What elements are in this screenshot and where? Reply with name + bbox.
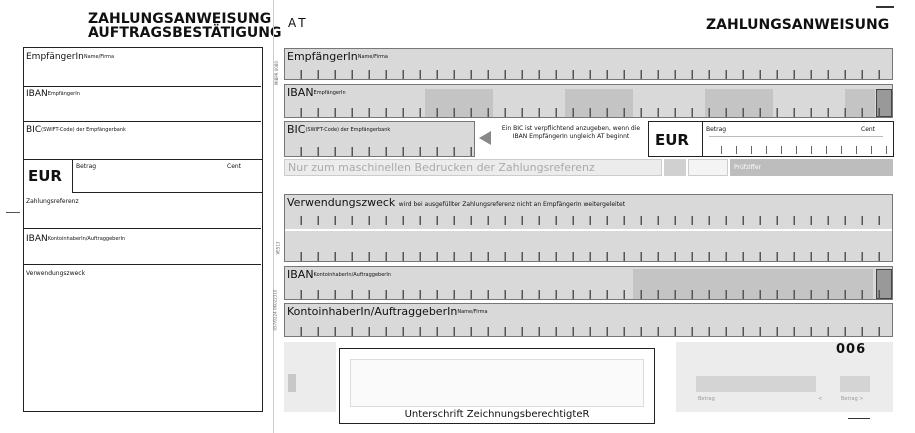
receipt-currency: EUR (28, 167, 62, 185)
receipt-purpose-field[interactable] (24, 264, 261, 410)
iban-label: $IBAN^{EmpfängerIn}$ (287, 86, 346, 99)
receipt-reference-field[interactable] (24, 193, 261, 229)
iban-char-ticks (285, 108, 892, 117)
fold-mark-left (6, 212, 20, 213)
purpose-char-ticks-1 (285, 216, 892, 225)
receipt-purpose-label: Verwendungszweck (26, 270, 86, 277)
amount-divider (702, 122, 703, 156)
bottom-amount-box[interactable] (696, 376, 816, 392)
amount-char-ticks (707, 146, 887, 154)
signature-field[interactable] (339, 348, 655, 424)
form-country: AT (288, 16, 309, 30)
form-side-code-1: MIBPR 0080 (274, 60, 280, 86)
receipt-title-line2: AUFTRAGSBESTÄTIGUNG (88, 25, 282, 41)
receipt-amount-label: Betrag (76, 163, 97, 170)
bottom-lt-label: < (818, 396, 823, 402)
form-side-code-2: VE513 (275, 241, 281, 255)
reference-spacer (664, 159, 686, 176)
receipt-bic-label: $BIC^{(SWIFT-Code) der Empfängerbank}$ (26, 125, 126, 135)
receipt-recipient-field[interactable] (24, 48, 261, 87)
purpose-label: Verwendungszweck wird bei ausgefüllter Zahlungsreferenz nicht an EmpfängerIn weitergeleitet (287, 196, 626, 209)
bottom-amount-gt-label: Betrag > (841, 396, 864, 402)
form-title: ZAHLUNGSANWEISUNG (706, 17, 890, 33)
bic-hint-arrow-icon (479, 131, 491, 145)
bottom-left-band (284, 342, 336, 412)
iban-field[interactable] (284, 84, 893, 118)
receipt-cent-label: Cent (227, 163, 242, 170)
receipt-title (88, 11, 282, 41)
bottom-left-mark (288, 374, 296, 392)
receipt-panel (23, 47, 263, 412)
amount-label: Betrag (706, 126, 727, 133)
payer-name-field[interactable] (284, 303, 893, 337)
bic-label: $BIC^{(SWIFT-Code) der Empfängerbank}$ (287, 123, 391, 136)
payer-iban-field[interactable] (284, 266, 893, 300)
signature-label: Unterschrift ZeichnungsberechtigteR (404, 409, 590, 420)
receipt-iban-field[interactable] (24, 86, 261, 122)
form-code: 006 (836, 342, 867, 357)
recipient-field[interactable] (284, 48, 893, 80)
form-side-code-3: 057/0224 0K022310 (272, 289, 278, 331)
bic-hint: Ein BIC ist verpflichtend anzugeben, wenn die IBAN EmpfängerIn ungleich AT beginnt (501, 125, 641, 140)
purpose-field[interactable] (284, 194, 893, 262)
receipt-iban-label: $IBAN^{EmpfängerIn}$ (26, 89, 80, 99)
bic-char-ticks (285, 147, 474, 156)
signature-area[interactable] (350, 359, 644, 407)
receipt-title-line1: ZAHLUNGSANWEISUNG (88, 11, 272, 27)
bottom-amount-label: Betrag (698, 396, 715, 402)
receipt-payer-iban-field[interactable] (24, 228, 261, 265)
receipt-recipient-label: EmpfängerIn$^{Name/Firma}$ (26, 52, 115, 62)
reference-field[interactable] (284, 159, 662, 176)
receipt-reference-label: Zahlungsreferenz (26, 198, 79, 205)
payer-iban-label: $IBAN^{KontoinhaberIn/AuftraggeberIn}$ (287, 268, 391, 281)
fold-mark-bottom (848, 418, 870, 419)
amount-field[interactable] (648, 121, 894, 157)
payer-name-char-ticks (285, 327, 892, 336)
receipt-amount-field[interactable] (72, 159, 262, 193)
receipt-bic-field[interactable] (24, 121, 261, 160)
receipt-side-code (0, 279, 1, 330)
receipt-payer-iban-label: $IBAN^{KontoinhaberIn/AuftraggeberIn}$ (26, 234, 126, 244)
bottom-check-box[interactable] (840, 376, 870, 392)
payer-name-label: KontoinhaberIn/AuftraggeberIn$^{Name/Firma}$ (287, 305, 488, 318)
check-digit-label: Prüfziffer (734, 164, 762, 171)
check-digit-area[interactable] (730, 159, 893, 176)
recipient-label: EmpfängerIn$^{Name/Firma}$ (287, 50, 388, 63)
payer-iban-char-ticks (285, 290, 892, 299)
amount-line (709, 136, 883, 137)
bic-field[interactable] (284, 121, 475, 157)
purpose-row-divider (285, 229, 892, 231)
recipient-char-ticks (285, 70, 892, 79)
purpose-char-ticks-2 (285, 252, 892, 261)
cent-label: Cent (861, 126, 876, 133)
fold-mark-top (876, 6, 894, 8)
check-digit-field[interactable] (688, 159, 728, 176)
reference-placeholder: Nur zum maschinellen Bedrucken der Zahlungsreferenz (288, 161, 595, 174)
currency-label: EUR (655, 131, 689, 149)
